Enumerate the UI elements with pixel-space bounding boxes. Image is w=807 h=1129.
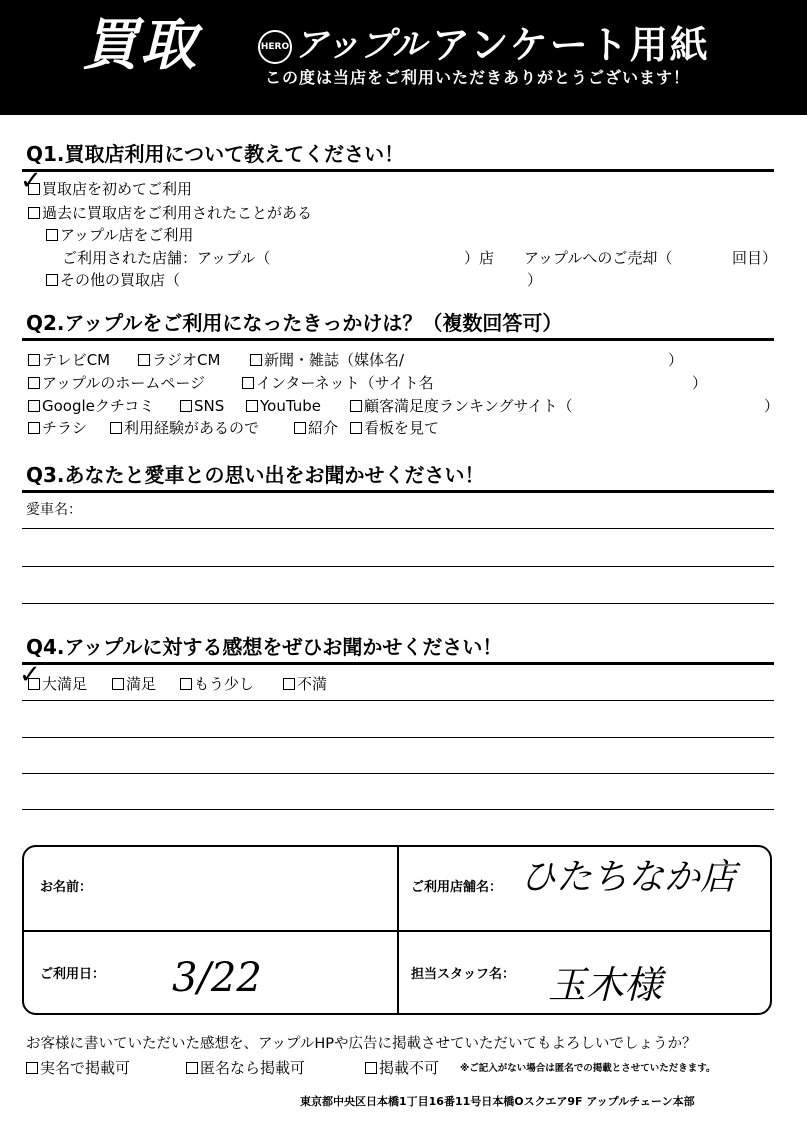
q4-write-line	[22, 773, 774, 774]
staff-name-handwritten[interactable]: 玉木様	[548, 963, 663, 1007]
checkbox-icon	[112, 678, 124, 690]
checkbox-icon	[350, 400, 362, 412]
q4-option-dissatisfied[interactable]: 不満	[283, 677, 327, 692]
q1-checkmark-icon: ✓	[20, 166, 42, 196]
q4-option-satisfied[interactable]: 満足	[112, 677, 156, 692]
checkbox-icon	[246, 400, 258, 412]
q1-sell-count-suffix: 回目）	[732, 249, 778, 267]
q1-title: Q1.買取店利用について教えてください！	[26, 142, 405, 166]
checkbox-icon	[28, 400, 40, 412]
q2-row3-close: ）	[764, 397, 780, 415]
checkbox-icon	[46, 274, 58, 286]
kaitori-logo-text: 買取	[82, 13, 198, 78]
q2-option-internet[interactable]: インターネット（サイト名	[242, 376, 434, 391]
q1-store-suffix: ）店	[464, 249, 495, 267]
q2-row2-close: ）	[692, 374, 708, 392]
q2-option-homepage[interactable]: アップルのホームページ	[28, 376, 205, 391]
q1-store-used-label: ご利用された店舗：アップル（	[62, 249, 271, 267]
hero-badge-icon: HERO	[258, 30, 292, 64]
q3-divider	[22, 490, 774, 493]
q2-option-ranking[interactable]: 顧客満足度ランキングサイト（	[350, 399, 573, 414]
date-label: ご利用日：	[40, 967, 106, 982]
q2-option-signboard[interactable]: 看板を見て	[350, 421, 439, 436]
checkbox-icon	[242, 377, 254, 389]
checkbox-icon	[26, 1062, 38, 1074]
checkbox-icon	[294, 422, 306, 434]
footer-address: 東京都中央区日本橋1丁目16番11号日本橋Oスクエア9F アップルチェーン本部	[300, 1095, 695, 1108]
q2-title: Q2.アップルをご利用になったきっかけは？（複数回答可）	[26, 311, 563, 335]
car-name-label: 愛車名：	[26, 502, 82, 518]
store-name-label: ご利用店舗名：	[411, 880, 503, 895]
consent-option-realname[interactable]: 実名で掲載可	[26, 1061, 130, 1076]
checkbox-icon	[138, 354, 150, 366]
q4-write-line	[22, 737, 774, 738]
q4-option-somewhat[interactable]: もう少し	[180, 677, 254, 692]
checkbox-icon	[28, 422, 40, 434]
checkbox-icon	[186, 1062, 198, 1074]
q2-option-newspaper[interactable]: 新聞・雑誌（媒体名/	[250, 353, 404, 368]
q3-title: Q3.あなたと愛車との思い出をお聞かせください！	[26, 463, 485, 487]
q4-checkmark-icon: ✓	[19, 660, 41, 690]
checkbox-icon	[350, 422, 362, 434]
q1-option-past-use[interactable]: 過去に買取店をご利用されたことがある	[28, 206, 312, 221]
q2-option-sns[interactable]: SNS	[180, 399, 224, 414]
q1-option-other[interactable]: その他の買取店（	[46, 273, 180, 288]
q4-write-line	[22, 809, 774, 810]
apple-logo-text: アップル	[294, 25, 427, 65]
q1-sell-count-label: アップルへのご売却（	[524, 249, 673, 267]
q4-divider	[22, 662, 774, 665]
info-box-horizontal-divider	[22, 930, 772, 932]
q2-option-tvcm[interactable]: テレビCM	[28, 353, 110, 368]
checkbox-icon	[28, 183, 40, 195]
q2-option-flyer[interactable]: チラシ	[28, 421, 87, 436]
consent-note: ※ご記入がない場合は匿名での掲載とさせていただきます。	[460, 1063, 716, 1074]
checkbox-icon	[46, 229, 58, 241]
q2-option-experience[interactable]: 利用経験があるので	[110, 421, 259, 436]
q2-option-youtube[interactable]: YouTube	[246, 399, 321, 414]
q2-option-radiocm[interactable]: ラジオCM	[138, 353, 220, 368]
consent-option-anonymous[interactable]: 匿名なら掲載可	[186, 1061, 305, 1076]
q3-write-line	[22, 566, 774, 567]
q1-option-apple-store[interactable]: アップル店をご利用	[46, 228, 193, 243]
checkbox-icon	[283, 678, 295, 690]
checkbox-icon	[180, 400, 192, 412]
consent-question: お客様に書いていただいた感想を、アップルHPや広告に掲載させていただいてもよろしいでしょうか？	[26, 1036, 697, 1052]
name-label: お名前：	[40, 880, 93, 895]
store-name-handwritten[interactable]: ひたちなか店	[520, 857, 737, 898]
checkbox-icon	[28, 354, 40, 366]
q2-divider	[22, 338, 774, 341]
page-title: アンケート用紙	[432, 23, 710, 67]
q2-row1-close: ）	[668, 351, 684, 369]
checkbox-icon	[28, 678, 40, 690]
checkbox-icon	[28, 377, 40, 389]
q2-option-referral[interactable]: 紹介	[294, 421, 338, 436]
date-handwritten[interactable]: 3/22	[172, 955, 262, 1001]
page-subtitle: この度は当店をご利用いただきありがとうございます！	[265, 68, 691, 87]
q3-write-line	[22, 603, 774, 604]
q4-title: Q4.アップルに対する感想をぜひお聞かせください！	[26, 635, 503, 659]
checkbox-icon	[365, 1062, 377, 1074]
q3-write-line	[22, 528, 774, 529]
checkbox-icon	[110, 422, 122, 434]
q1-divider	[22, 169, 774, 172]
staff-name-label: 担当スタッフ名：	[411, 967, 516, 982]
checkbox-icon	[180, 678, 192, 690]
q2-option-google[interactable]: Googleクチコミ	[28, 399, 154, 414]
q4-write-line	[22, 700, 774, 701]
consent-option-no[interactable]: 掲載不可	[365, 1061, 439, 1076]
q1-option-first-time[interactable]: 買取店を初めてご利用	[28, 182, 192, 197]
q4-option-very-satisfied[interactable]: 大満足	[28, 677, 87, 692]
checkbox-icon	[28, 207, 40, 219]
checkbox-icon	[250, 354, 262, 366]
q1-other-close: ）	[527, 271, 543, 289]
